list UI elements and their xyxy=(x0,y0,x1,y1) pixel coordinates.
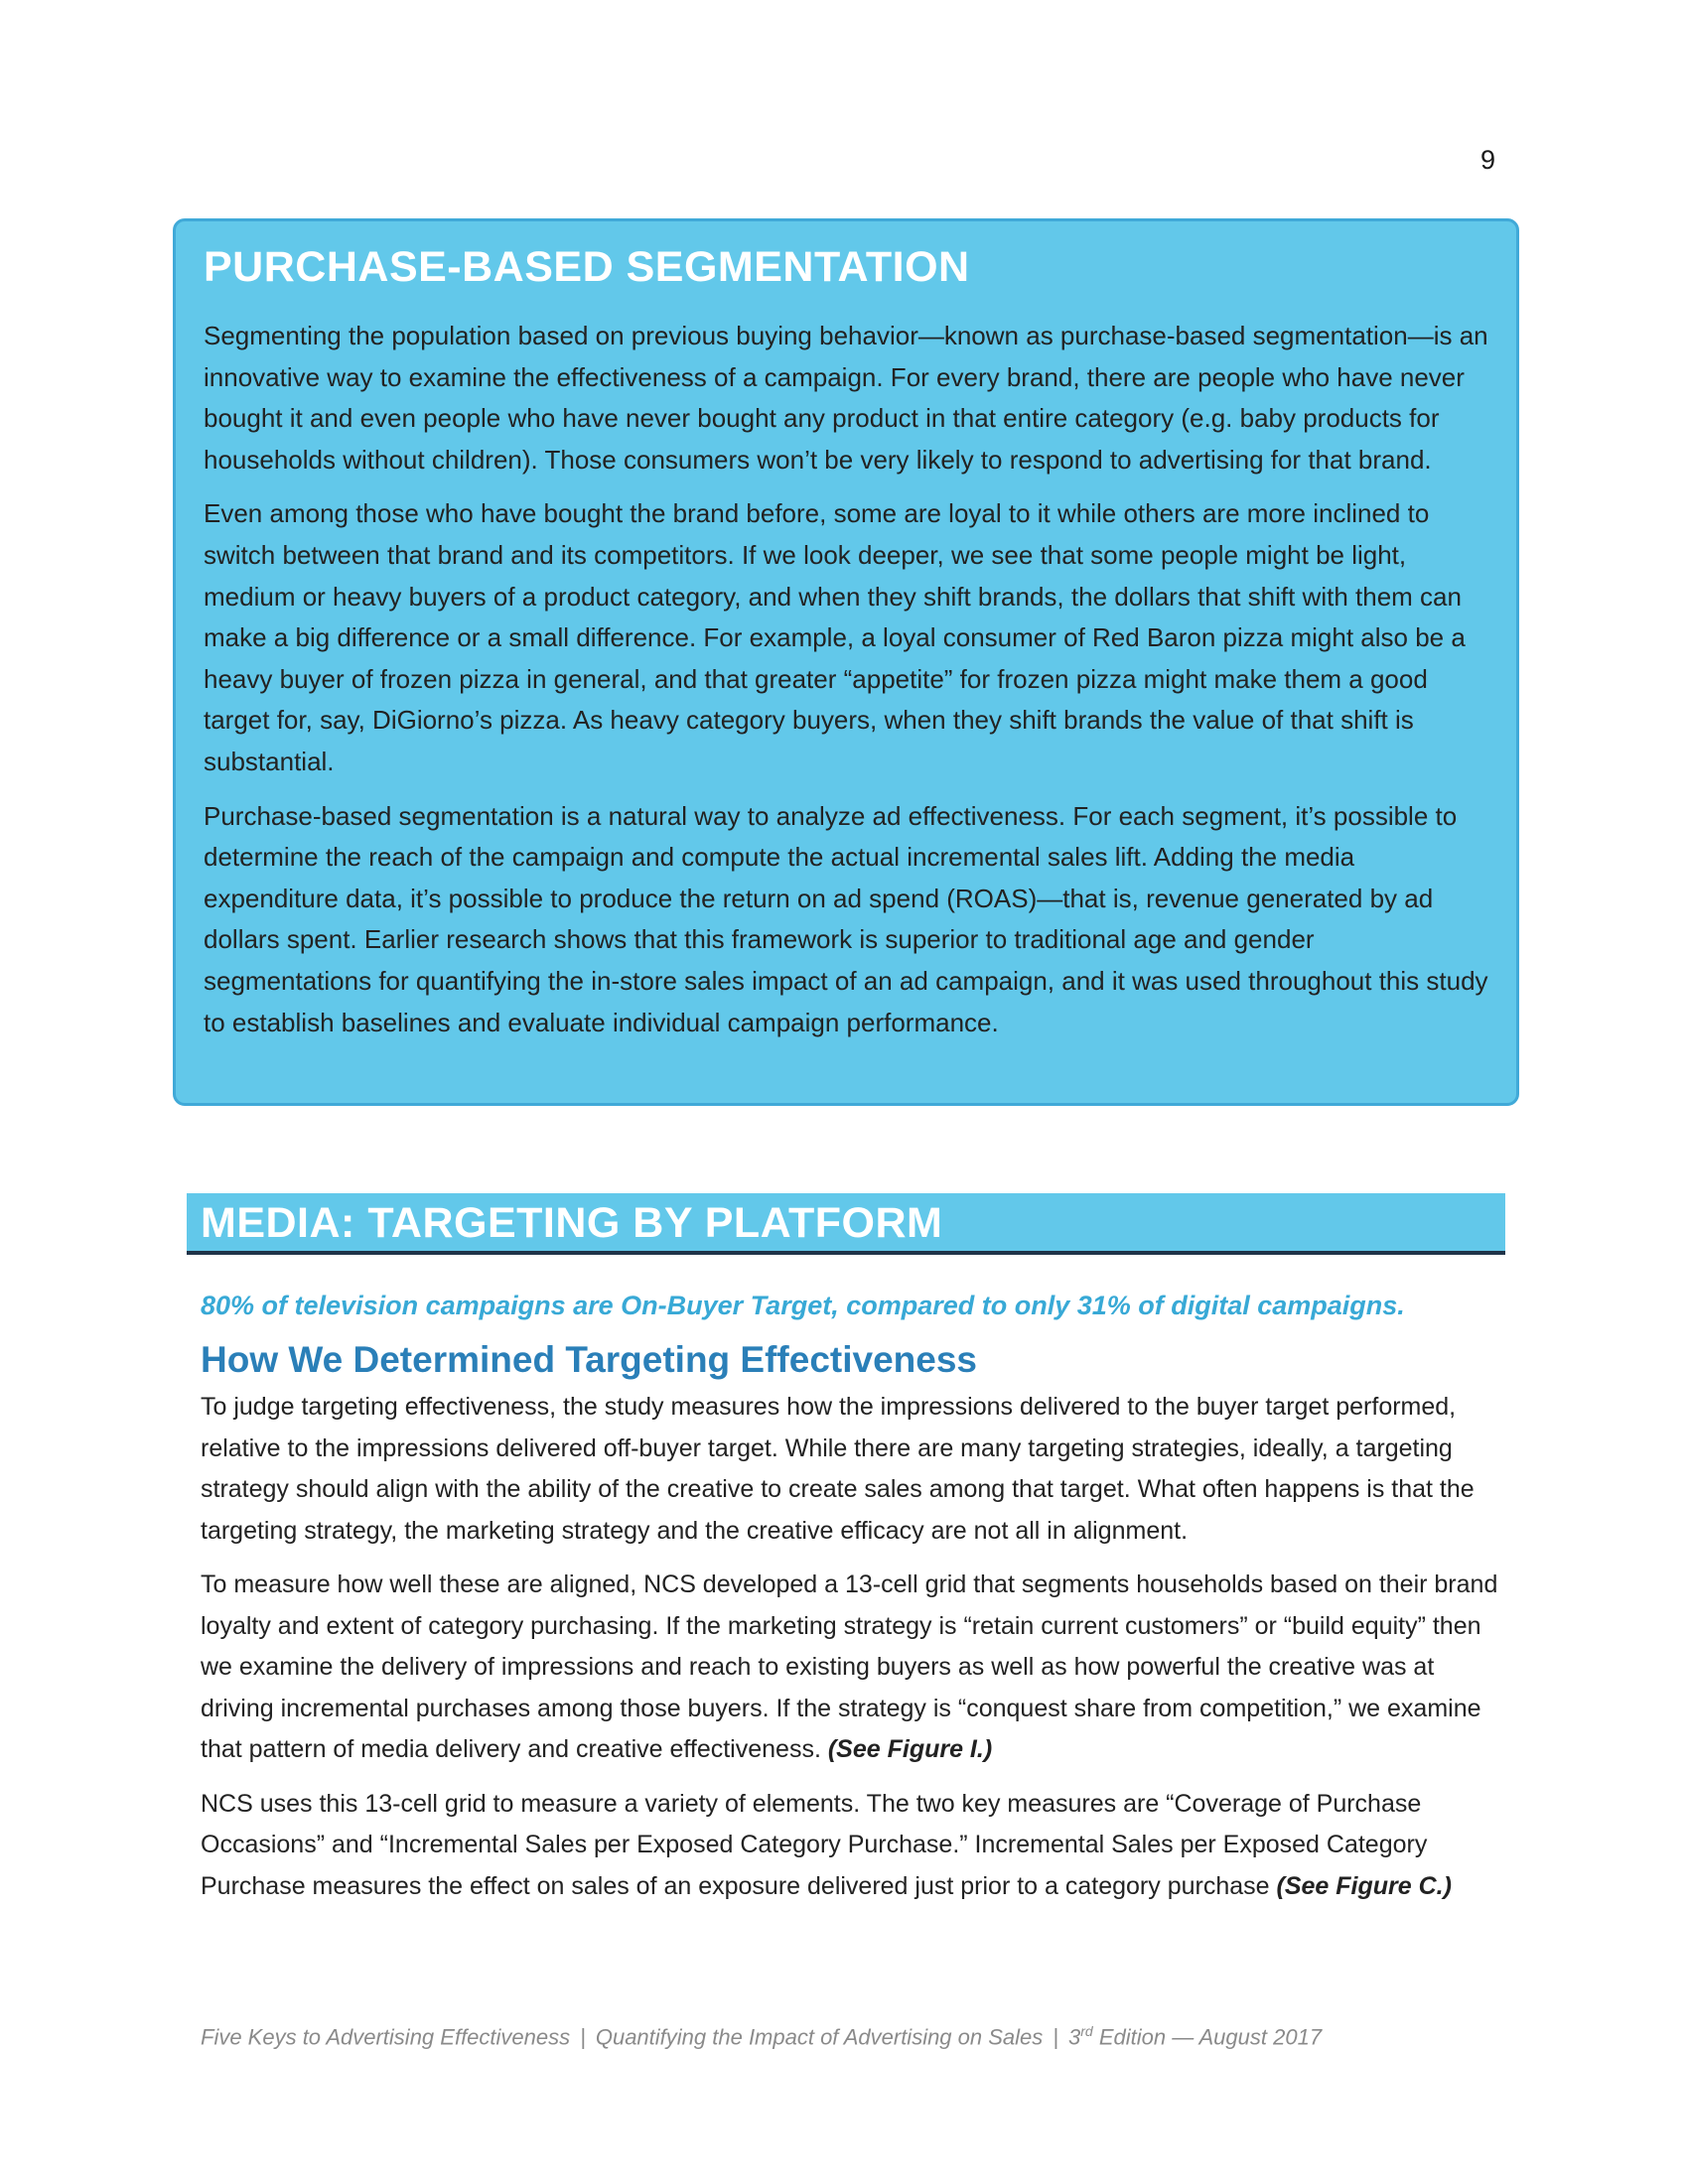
figure-c-reference: (See Figure C.) xyxy=(1276,1871,1452,1900)
callout-title: PURCHASE-BASED SEGMENTATION xyxy=(204,243,970,291)
section-banner xyxy=(187,1193,1505,1255)
footer-separator-1: | xyxy=(580,2024,586,2050)
footer-edition-text: Edition — August 2017 xyxy=(1098,2024,1323,2050)
subheading: How We Determined Targeting Effectiveness xyxy=(201,1339,977,1380)
highlight-statement: 80% of television campaigns are On-Buyer Target, compared to only 31% of digital campaigns. xyxy=(201,1291,1405,1320)
callout-paragraph-2: Even among those who have bought the brand before, some are loyal to it while others are more inclined to switch between that brand and its competitors. If we look deeper, we see that some people might be light, medium or heavy buyers of a product category, and when they shift brands, the dollars that shift with them can make a big difference or a small difference. For example, a loyal consumer of Red Baron pizza might also be a heavy buyer of frozen pizza in general, and that greater “appetite” for frozen pizza might make them a good target for, say, DiGiorno’s pizza. As heavy category buyers, when they shift brands the value of that shift is substantial. xyxy=(204,498,1466,776)
footer-subtitle: Quantifying the Impact of Advertising on Sales xyxy=(595,2024,1044,2050)
page-footer xyxy=(201,2023,1322,2050)
footer-separator-2: | xyxy=(1053,2024,1058,2050)
callout-paragraph-1: Segmenting the population based on previous buying behavior—known as purchase-based segmentation—is an innovative way to examine the effectiveness of a campaign. For every brand, there are people who have never bought it and even people who have never bought any product in that entire category (e.g. baby products for households without children). Those consumers won’t be very likely to respond to advertising for that brand. xyxy=(204,321,1488,475)
body-paragraph-2-text: To measure how well these are aligned, NCS developed a 13-cell grid that segments households based on their brand loyalty and extent of category purchasing. If the marketing strategy is “retain current customers” or “build equity” then we examine the delivery of impressions and reach to existing buyers as well as how powerful the creative was at driving incremental purchases among those buyers. If the strategy is “conquest share from competition,” we examine that pattern of media delivery and creative effectiveness. xyxy=(201,1570,1498,1763)
body-paragraph-2 xyxy=(201,1565,1501,1771)
body-paragraph-3-text: NCS uses this 13-cell grid to measure a variety of elements. The two key measures are “Coverage of Purchase Occasions” and “Incremental Sales per Exposed Category Purchase.” Incremental Sales per Exposed Category Purchase measures the effect on sales of an exposure delivered just prior to a category purchase xyxy=(201,1789,1428,1900)
body-paragraph-1: To judge targeting effectiveness, the study measures how the impressions delivered to the buyer target performed, relative to the impressions delivered off-buyer target. While there are many targeting strategies, ideally, a targeting strategy should align with the ability of the creative to create sales among that target. What often happens is that the targeting strategy, the marketing strategy and the creative efficacy are not all in alignment. xyxy=(201,1393,1475,1545)
page-number: 9 xyxy=(1479,145,1495,175)
purchase-based-segmentation-callout xyxy=(173,218,1519,1106)
figure-i-reference: (See Figure I.) xyxy=(827,1735,993,1763)
footer-edition-number: 3 xyxy=(1068,2024,1081,2050)
callout-paragraph-3: Purchase-based segmentation is a natural way to analyze ad effectiveness. For each segment, it’s possible to determine the reach of the campaign and compute the actual incremental sales lift. Adding the media expenditure data, it’s possible to produce the return on ad spend (ROAS)—that is, revenue generated by ad dollars spent. Earlier research shows that this framework is superior to traditional age and gender segmentations for quantifying the in-store sales impact of an ad campaign, and it was used throughout this study to establish baselines and evaluate individual campaign performance. xyxy=(204,800,1488,1037)
section-title: MEDIA: TARGETING BY PLATFORM xyxy=(201,1199,943,1247)
main-content xyxy=(201,1291,1501,1920)
footer-edition-suffix: rd xyxy=(1080,2023,1093,2039)
footer-title: Five Keys to Advertising Effectiveness xyxy=(201,2024,571,2050)
body-paragraph-3 xyxy=(201,1784,1501,1908)
